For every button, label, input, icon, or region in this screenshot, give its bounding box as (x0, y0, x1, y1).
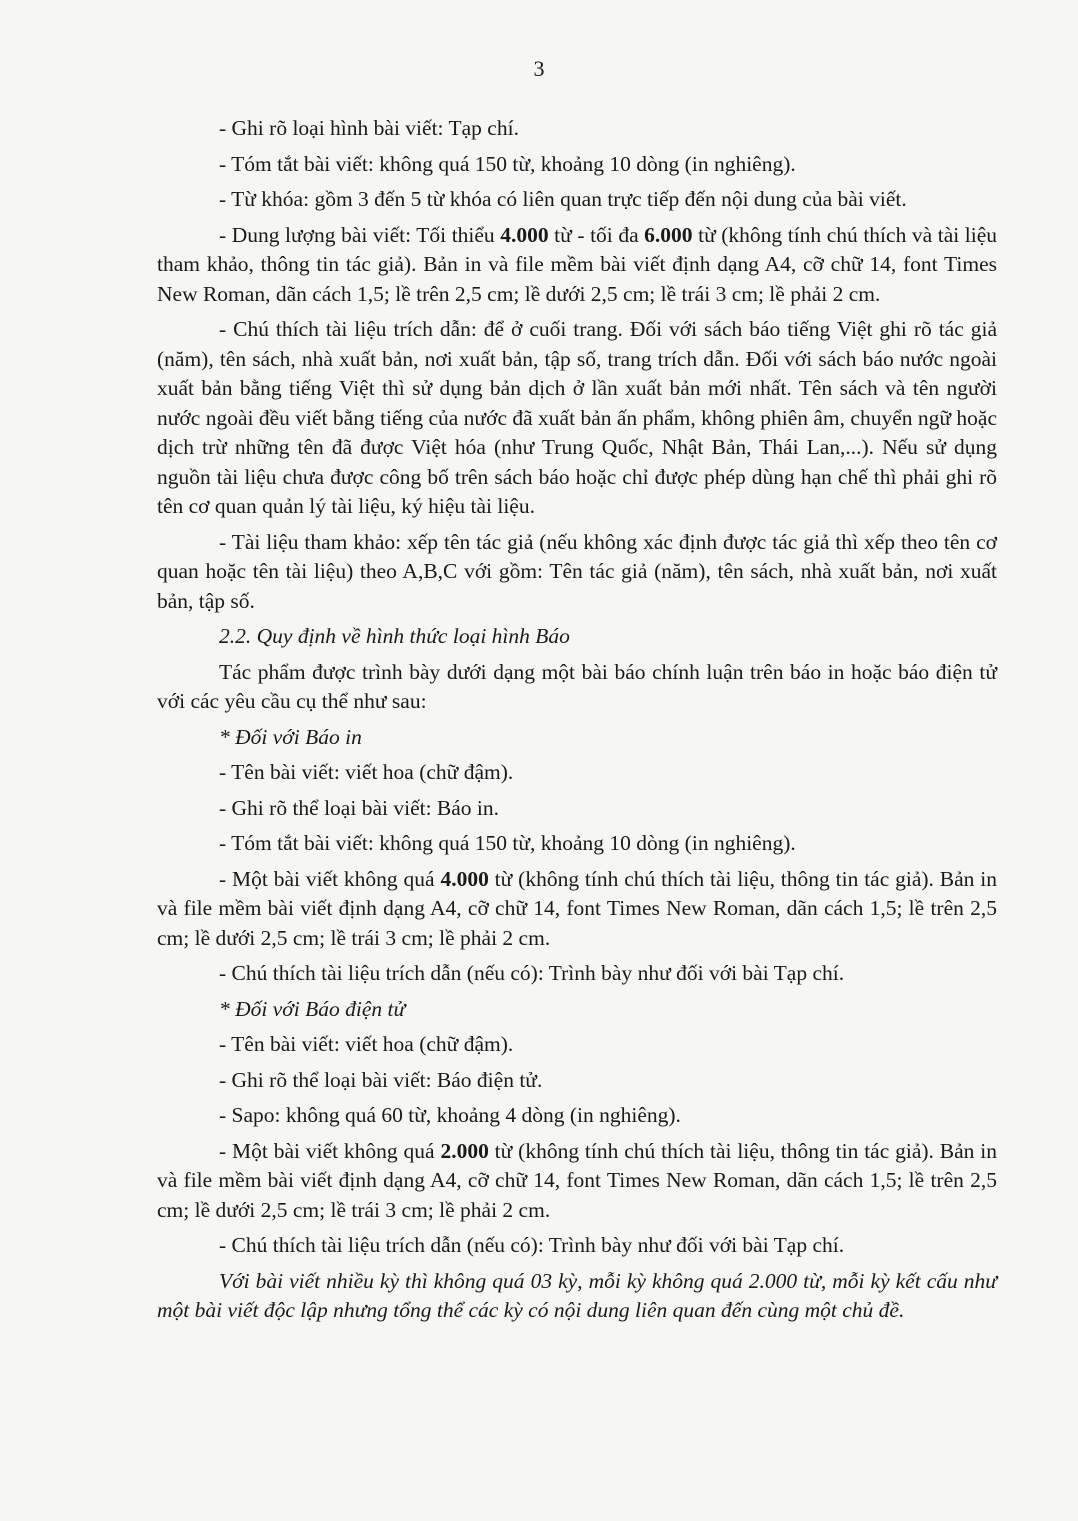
paragraph-print-length (157, 865, 997, 954)
paragraph-online-genre: - Ghi rõ thể loại bài viết: Báo điện tử. (219, 1067, 543, 1092)
bold-min-words: 4.000 (500, 222, 549, 247)
paragraph-print-title: - Tên bài viết: viết hoa (chữ đậm). (219, 760, 514, 784)
text-segment: - Một bài viết không quá (219, 866, 441, 891)
paragraph-online-title: - Tên bài viết: viết hoa (chữ đậm). (219, 1032, 514, 1056)
paragraph-print-summary: - Tóm tắt bài viết: không quá 150 từ, khoảng 10 dòng (in nghiêng). (219, 831, 796, 855)
bold-max-words: 6.000 (644, 222, 693, 247)
page-number: 3 (533, 56, 545, 81)
text-segment: từ (không tính chú thích tài liệu, thông tin tác giả). Bản in và file mềm bài viết định dạng A4, cỡ chữ 14, font Times New Roman, dãn cách 1,5; lề trên 2,5 cm; lề dưới 2,5 cm; lề trái 3 cm; lề phải 2 cm. (157, 866, 997, 950)
paragraph-online-sapo: - Sapo: không quá 60 từ, khoảng 4 dòng (in nghiêng). (219, 1103, 681, 1127)
paragraph-print-citations: - Chú thích tài liệu trích dẫn (nếu có): Trình bày như đối với bài Tạp chí. (219, 961, 845, 985)
paragraph-citations: - Chú thích tài liệu trích dẫn: để ở cuối trang. Đối với sách báo tiếng Việt ghi rõ tác giả (năm), tên sách, nhà xuất bản, nơi xuất bản, tập số, trang trích dẫn. Đối với sách báo nước ngoài xuất bản bằng tiếng Việt thì sử dụng bản dịch ở lần xuất bản mới nhất. Tên sách và tên người nước ngoài đều viết bằng tiếng của nước đã xuất bản ấn phẩm, không phiên âm, chuyển ngữ hoặc dịch trừ những tên đã được Việt hóa (như Trung Quốc, Nhật Bản, Thái Lan,...). Nếu sử dụng nguồn tài liệu chưa được công bố trên sách báo hoặc chỉ được phép dùng hạn chế thì phải ghi rõ tên cơ quan quản lý tài liệu, ký hiệu tài liệu. (157, 317, 997, 518)
paragraph-online-citations: - Chú thích tài liệu trích dẫn (nếu có): Trình bày như đối với bài Tạp chí. (219, 1233, 845, 1257)
bold-word-limit: 4.000 (440, 866, 489, 891)
paragraph-intro-newspaper: Tác phẩm được trình bày dưới dạng một bài báo chính luận trên báo in hoặc báo điện tử với các yêu cầu cụ thể như sau: (157, 659, 997, 713)
document-body (157, 114, 997, 1332)
subheading-print-newspaper: * Đối với Báo in (219, 724, 362, 749)
subheading-online-newspaper: * Đối với Báo điện tử (219, 996, 406, 1021)
paragraph-article-type: - Ghi rõ loại hình bài viết: Tạp chí. (219, 116, 519, 140)
paragraph-print-genre: - Ghi rõ thể loại bài viết: Báo in. (219, 795, 500, 820)
paragraph-multipart-note: Với bài viết nhiều kỳ thì không quá 03 kỳ, mỗi kỳ không quá 2.000 từ, mỗi kỳ kết cấu như một bài viết độc lập nhưng tổng thể các kỳ có nội dung liên quan đến cùng một chủ đề. (157, 1268, 997, 1322)
bold-word-limit: 2.000 (440, 1138, 489, 1163)
section-heading-2-2: 2.2. Quy định về hình thức loại hình Báo (219, 624, 570, 648)
paragraph-keywords: - Từ khóa: gồm 3 đến 5 từ khóa có liên quan trực tiếp đến nội dung của bài viết. (219, 187, 907, 211)
text-segment: từ (không tính chú thích tài liệu, thông tin tác giả). Bản in và file mềm bài viết định dạng A4, cỡ chữ 14, font Times New Roman, dãn cách 1,5; lề trên 2,5 cm; lề dưới 2,5 cm; lề trái 3 cm; lề phải 2 cm. (157, 1138, 997, 1222)
text-segment: - Một bài viết không quá (219, 1138, 441, 1163)
text-segment: từ (không tính chú thích và tài liệu tham khảo, thông tin tác giả). Bản in và file mềm bài viết định dạng A4, cỡ chữ 14, font Times New Roman, dãn cách 1,5; lề trên 2,5 cm; lề dưới 2,5 cm; lề trái 3 cm; lề phải 2 cm. (157, 222, 998, 306)
text-segment: - Dung lượng bài viết: Tối thiểu (219, 222, 501, 247)
paragraph-length (157, 221, 997, 310)
paragraph-references: - Tài liệu tham khảo: xếp tên tác giả (nếu không xác định được tác giả thì xếp theo tên cơ quan hoặc tên tài liệu) theo A,B,C với gồm: Tên tác giả (năm), tên sách, nhà xuất bản, nơi xuất bản, tập số. (157, 529, 997, 613)
paragraph-summary: - Tóm tắt bài viết: không quá 150 từ, khoảng 10 dòng (in nghiêng). (219, 151, 796, 176)
paragraph-online-length (157, 1137, 997, 1226)
text-segment: từ - tối đa (548, 222, 645, 247)
